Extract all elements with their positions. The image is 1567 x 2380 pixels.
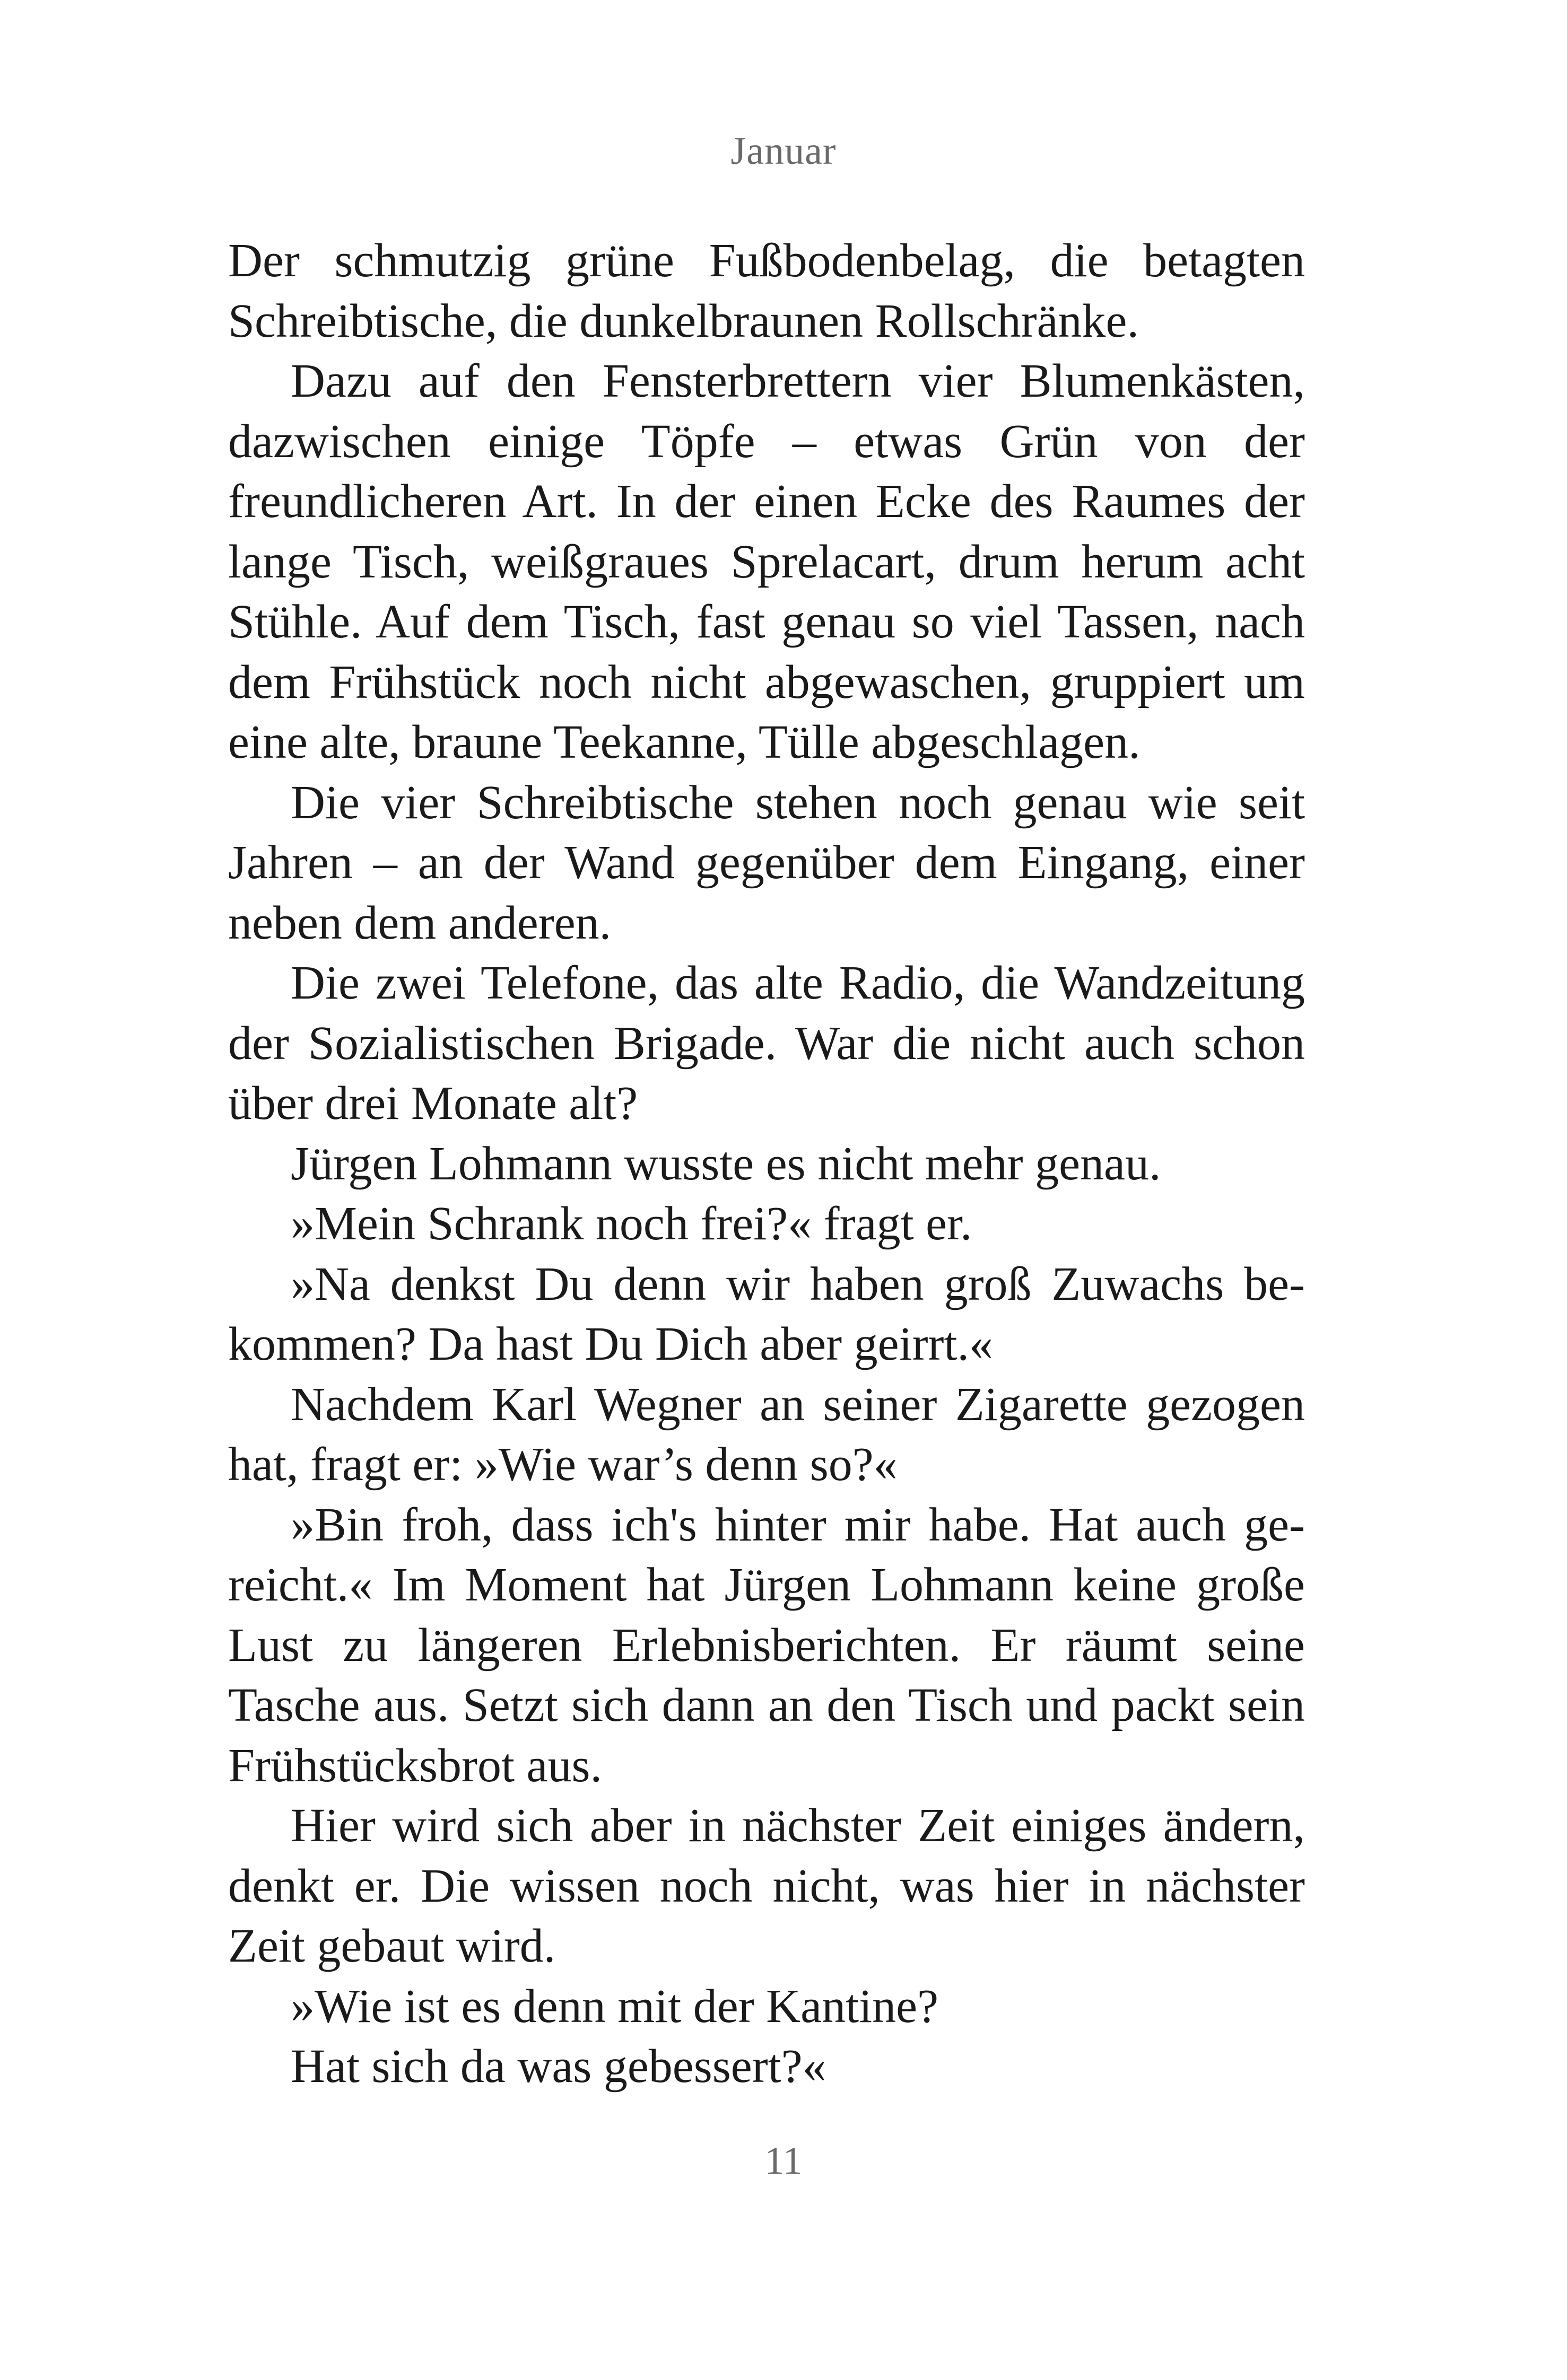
paragraph: »Mein Schrank noch frei?« fragt er. — [291, 1197, 972, 1250]
paragraph: »Bin froh, dass ich's hinter mir habe. Hat auch gereicht.« Im Moment hat Jürgen Lohmann keine große Lust zu längeren Erlebnisberichten. Er räumt seine Tasche aus. Setzt sich dann an den Tisch und packt sein Frühstücksbrot aus. — [228, 1498, 1305, 1792]
paragraph: »Wie ist es denn mit der Kantine? — [291, 1980, 939, 2033]
paragraph: Der schmutzig grüne Fußbodenbelag, die betagten Schreibtische, die dunkelbraunen Rollschränke. — [228, 234, 1305, 347]
paragraph: Die vier Schreibtische stehen noch genau wie seit Jahren – an der Wand gegenüber dem Eingang, einer neben dem anderen. — [228, 776, 1305, 949]
paragraph: Hat sich da was gebessert?« — [291, 2040, 826, 2093]
paragraph: »Na denkst Du denn wir haben groß Zuwachs bekommen? Da hast Du Dich aber geirrt.« — [228, 1257, 1305, 1370]
paragraph: Dazu auf den Fensterbrettern vier Blumenkästen, dazwischen einige Töpfe – etwas Grün von der freundlicheren Art. In der einen Ecke des Raumes der lange Tisch, weißgraues Sprelacart, drum herum acht Stühle. Auf dem Tisch, fast genau so viel Tassen, nach dem Frühstück noch nicht abgewaschen, gruppiert um eine alte, braune Teekanne, Tülle abgeschlagen. — [228, 355, 1305, 768]
paragraph: Hier wird sich aber in nächster Zeit einiges ändern, denkt er. Die wissen noch nicht, was hier in nächster Zeit gebaut wird. — [228, 1799, 1305, 1972]
paragraph: Jürgen Lohmann wusste es nicht mehr genau. — [291, 1137, 1161, 1190]
paragraph: Die zwei Telefone, das alte Radio, die Wandzeitung der Sozialistischen Brigade. War die nicht auch schon über drei Monate alt? — [228, 957, 1305, 1130]
body-text — [228, 231, 1305, 2097]
page-number: 11 — [764, 2139, 803, 2183]
running-head: Januar — [730, 129, 837, 173]
paragraph: Nachdem Karl Wegner an seiner Zigarette gezogen hat, fragt er: »Wie war’s denn so?« — [228, 1378, 1305, 1491]
